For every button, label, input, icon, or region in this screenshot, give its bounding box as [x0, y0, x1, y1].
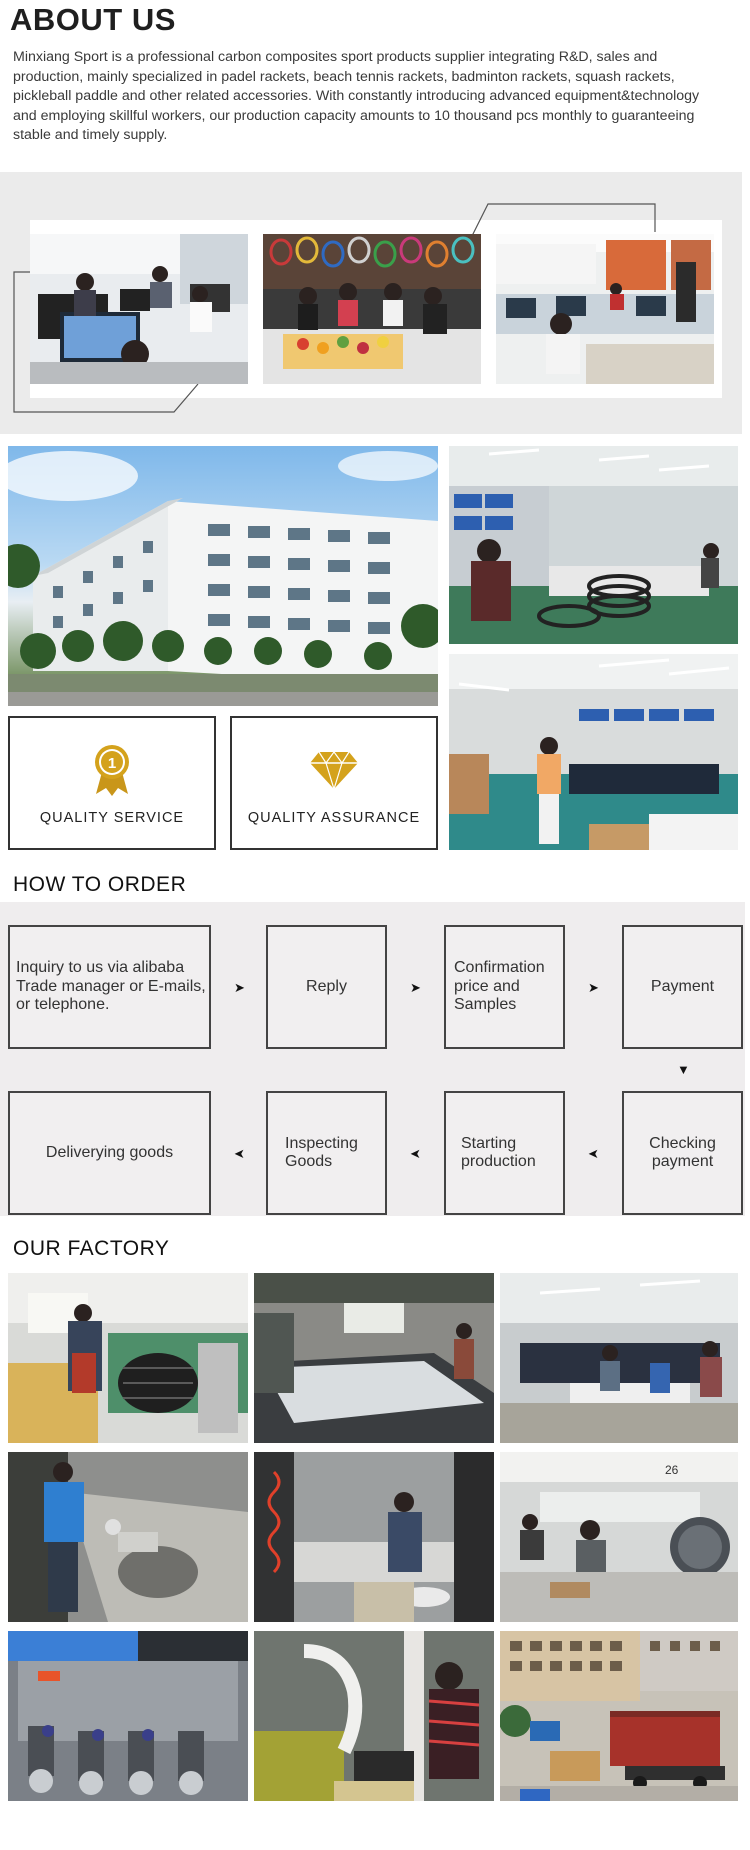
- order-step-payment: [622, 925, 743, 1049]
- arrow-right-icon: ➤: [234, 980, 245, 995]
- office-photo-2: [263, 234, 481, 384]
- quality-service-badge: [8, 716, 216, 850]
- order-step-checking-payment-text: Checking payment: [649, 1134, 716, 1170]
- order-step-inquiry: [8, 925, 211, 1049]
- arrow-left-icon: ➤: [234, 1146, 245, 1161]
- order-step-confirmation-text: Confirmation price and Samples: [454, 959, 545, 1014]
- quality-assurance-label: QUALITY ASSURANCE: [247, 810, 421, 826]
- factory-photo-2: [254, 1273, 494, 1443]
- factory-photo-5: [254, 1452, 494, 1622]
- arrow-left-icon: ➤: [588, 1146, 599, 1161]
- quality-service-label: QUALITY SERVICE: [39, 810, 185, 826]
- medal-icon: [92, 744, 132, 796]
- our-factory-title: OUR FACTORY: [13, 1237, 170, 1260]
- arrow-right-icon: ➤: [588, 980, 599, 995]
- order-step-checking-payment: [622, 1091, 743, 1215]
- diamond-icon: [309, 750, 359, 790]
- arrow-left-icon: ➤: [410, 1146, 421, 1161]
- order-step-starting-production-text: Starting production: [461, 1134, 536, 1170]
- order-step-reply-text: Reply: [306, 977, 347, 995]
- factory-photo-4: [8, 1452, 248, 1622]
- order-step-delivering-text: Deliverying goods: [45, 1143, 174, 1161]
- quality-assurance-badge: [230, 716, 438, 850]
- order-step-delivering: [8, 1091, 211, 1215]
- office-photo-3: [496, 234, 714, 384]
- order-step-reply: [266, 925, 387, 1049]
- office-photo-1: [30, 234, 248, 384]
- order-step-payment-text: Payment: [650, 977, 715, 995]
- arrow-down-icon: ▼: [677, 1062, 690, 1077]
- factory-photo-7: [8, 1631, 248, 1801]
- factory-photo-8: [254, 1631, 494, 1801]
- order-step-inspecting: [266, 1091, 387, 1215]
- order-step-confirmation: [444, 925, 565, 1049]
- svg-text:1: 1: [107, 755, 117, 772]
- factory-photo-1: [8, 1273, 248, 1443]
- order-step-inspecting-text: Inspecting Goods: [285, 1134, 358, 1170]
- factory-photo-9: [500, 1631, 738, 1801]
- workshop-photo-2: [449, 654, 738, 850]
- arrow-right-icon: ➤: [410, 980, 421, 995]
- about-title: ABOUT US: [10, 2, 176, 37]
- factory-photo-3: [500, 1273, 738, 1443]
- about-description: Minxiang Sport is a professional carbon composites sport products supplier integrating R&D, sales and production, mainly specialized in padel rackets, beach tennis rackets, badminton rackets, squash rackets, pickleball paddle and other related accessories. With constantly introducing advanced equipment&technology and employing skillful workers, our production capacity amounts to 10 thousand pcs monthly to guaranteeing stable and timely supply.: [13, 49, 700, 144]
- order-step-inquiry-text: Inquiry to us via alibaba Trade manager or E-mails, or telephone.: [16, 959, 206, 1014]
- factory-building-photo: [8, 446, 438, 706]
- how-to-order-title: HOW TO ORDER: [13, 873, 187, 896]
- order-step-starting-production: [444, 1091, 565, 1215]
- svg-text:26: 26: [665, 1463, 679, 1477]
- workshop-photo-1: [449, 446, 738, 644]
- factory-photo-6: [500, 1452, 738, 1622]
